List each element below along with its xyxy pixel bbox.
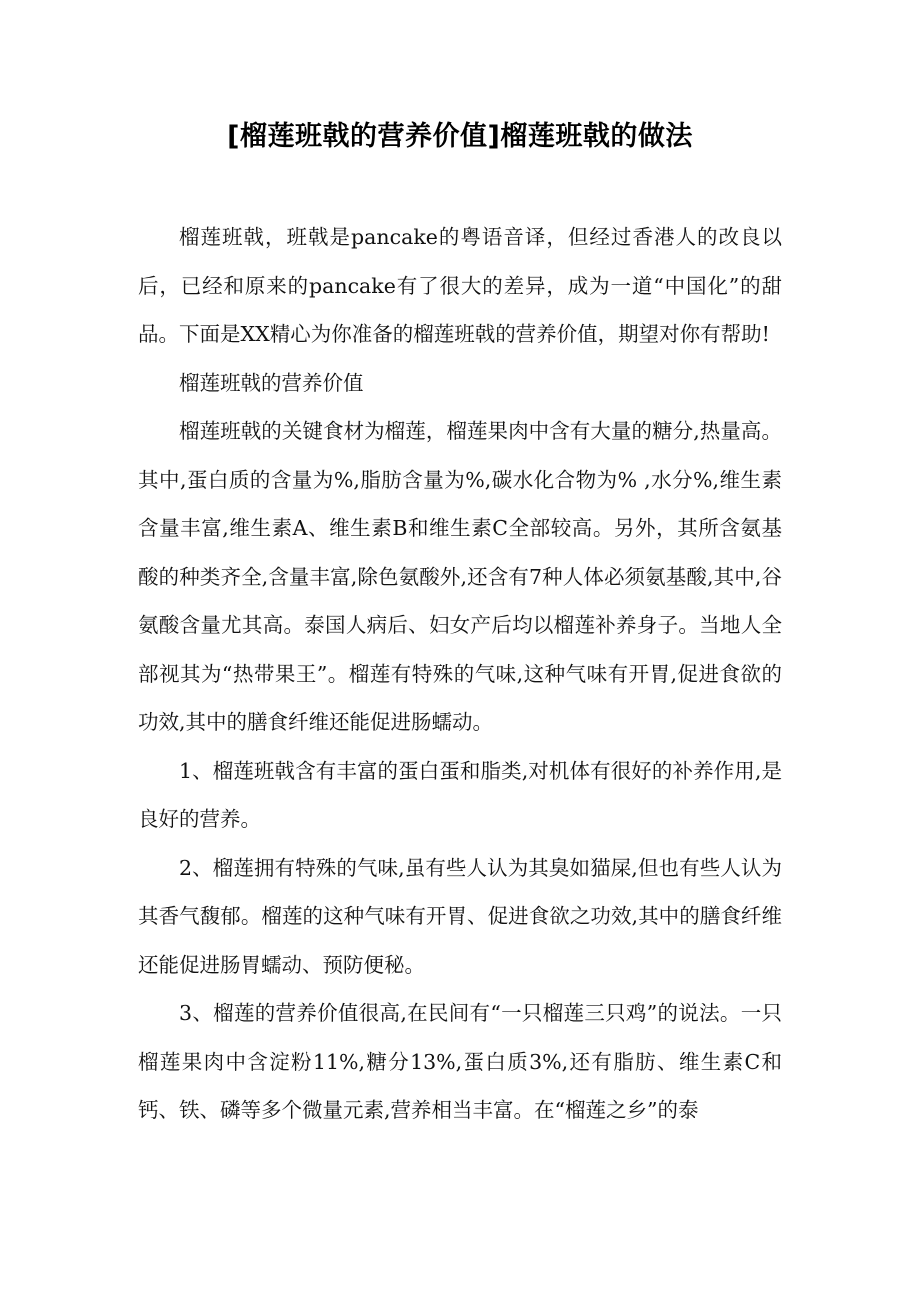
paragraph-point-3: 3、榴莲的营养价值很高,在民间有“一只榴莲三只鸡”的说法。一只榴莲果肉中含淀粉11%,糖分13%,蛋白质3%,还有脂肪、维生素C和钙、铁、磷等多个微量元素,营养相当丰富。在“榴莲之乡”的泰 (138, 1001, 782, 1122)
section-heading: 榴莲班戟的营养价值 (179, 370, 364, 395)
document-body (138, 213, 782, 1135)
document-title: [榴莲班戟的营养价值]榴莲班戟的做法 (227, 121, 693, 152)
paragraph-intro: 榴莲班戟，班戟是pancake的粤语音译，但经过香港人的改良以后，已经和原来的pancake有了很大的差异，成为一道“中国化”的甜品。下面是XX精心为你准备的榴莲班戟的营养价值，期望对你有帮助! (138, 225, 782, 346)
paragraph-nutrition: 榴莲班戟的关键食材为榴莲，榴莲果肉中含有大量的糖分,热量高。其中,蛋白质的含量为%,脂肪含量为%,碳水化合物为% ,水分%,维生素含量丰富,维生素A、维生素B和维生素C全部较高。另外，其所含氨基酸的种类齐全,含量丰富,除色氨酸外,还含有7种人体必须氨基酸,其中,谷氨酸含量尤其高。泰国人病后、妇女产后均以榴莲补养身子。当地人全部视其为“热带果王”。榴莲有特殊的气味,这种气味有开胃,促进食欲的功效,其中的膳食纤维还能促进肠蠕动。 (138, 419, 782, 734)
paragraph-point-1: 1、榴莲班戟含有丰富的蛋白蛋和脂类,对机体有很好的补养作用,是良好的营养。 (138, 758, 782, 831)
paragraph-point-2: 2、榴莲拥有特殊的气味,虽有些人认为其臭如猫屎,但也有些人认为其香气馥郁。榴莲的这种气味有开胃、促进食欲之功效,其中的膳食纤维还能促进肠胃蠕动、预防便秘。 (138, 855, 782, 977)
